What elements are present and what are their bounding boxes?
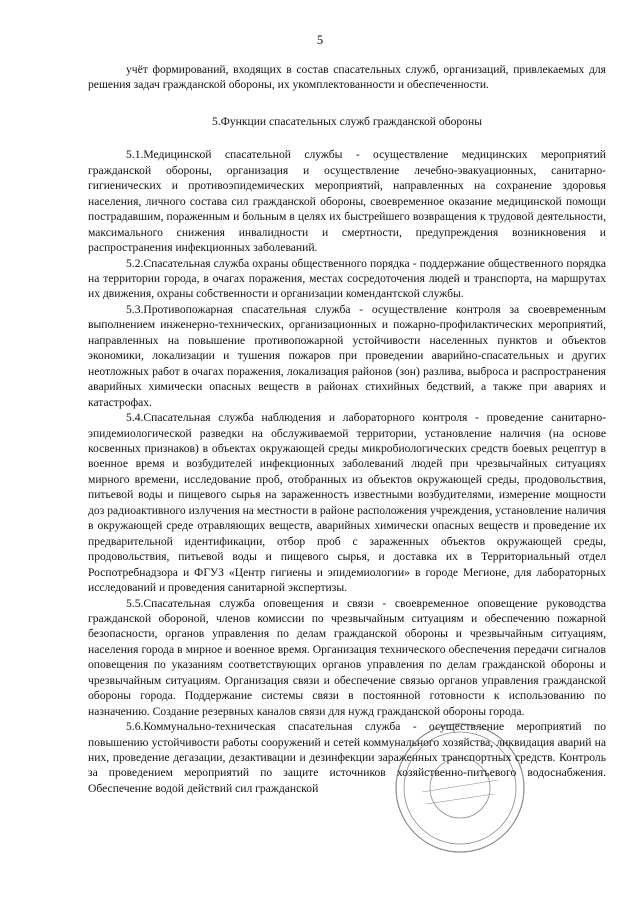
document-body bbox=[88, 62, 606, 796]
paragraph-5-6: 5.6.Коммунально-техническая спасательная служба - осуществление мероприятий по повышению устойчивости работы сооружений и сетей коммунального хозяйства, ликвидация аварий на них, проведение дегазации, дезактивации и дезинфекции зараженных транспортных средств. Контроль за проведением мероприятий по защите источников хозяйственно-питьевого водоснабжения. Обеспечение водой действий сил гражданской bbox=[88, 720, 606, 795]
paragraph-5-3: 5.3.Противопожарная спасательная служба - осуществление контроля за своевременным выполнением инженерно-технических, организационных и пожарно-профилактических мероприятий, направленных на повышение противопожарной устойчивости населенных пунктов и объектов экономики, локализации и тушения пожаров при проведении аварийно-спасательных и других неотложных работ в очагах поражения, локализация районов (зон) разлива, выброса и распространения аварийных химически опасных веществ в районах стихийных бедствий, а также при авариях и катастрофах. bbox=[88, 302, 606, 409]
paragraph-5-1: 5.1.Медицинской спасательной службы - осуществление медицинских мероприятий гражданской обороны, организация и осуществление лечебно-эвакуационных, санитарно-гигиенических и противоэпидемических мероприятий, направленных на сохранение здоровья населения, личного состава сил гражданской обороны, своевременное оказание медицинской помощи пострадавшим, пораженным и больным в целях их быстрейшего возвращения к трудовой деятельности, максимального снижения инвалидности и смертности, предупреждения возникновения и распространения инфекционных заболеваний. bbox=[88, 148, 606, 255]
paragraph-5-2: 5.2.Спасательная служба охраны общественного порядка - поддержание общественного порядка на территории города, в очагах поражения, местах сосредоточения людей и транспорта, на маршрутах их движения, охраны собственности и организации комендантской службы. bbox=[88, 256, 606, 301]
intro-paragraph: учёт формирований, входящих в состав спасательных служб, организаций, привлекаемых для решения задач гражданской обороны, их укомплектованности и обеспеченности. bbox=[88, 63, 606, 92]
paragraph-5-4: 5.4.Спасательная служба наблюдения и лабораторного контроля - проведение санитарно-эпидемиологической разведки на обслуживаемой территории, установление наличия (на основе косвенных признаков) в объектах окружающей среды микробиологических средств боевых рецептур в военное время и возбудителей инфекционных заболеваний людей при чрезвычайных ситуациях мирного времени, исследование проб, отобранных из объектов окружающей среды, продовольствия, питьевой воды и пищевого сырья на зараженность известными возбудителями, измерение мощности доз радиоактивного излучения на местности в районе расположения учреждения, установление наличия в окружающей среде отравляющих веществ, аварийных химически опасных веществ и проведение их предварительной идентификации, отбор проб с зараженных объектов окружающей среды, продовольствия, питьевой воды и пищевого сырья, и доставка их в Территориальный отдел Роспотребнадзора и ФГУЗ «Центр гигиены и эпидемиологии» в городе Мегионе, для лабораторных исследований и проведения санитарной экспертизы. bbox=[88, 411, 606, 595]
section-title: 5.Функции спасательных служб гражданской обороны bbox=[212, 114, 482, 128]
paragraph-5-5: 5.5.Спасательная служба оповещения и связи - своевременное оповещение руководства гражданской обороной, членов комиссии по чрезвычайным ситуациям и обеспечению пожарной безопасности, органов управления по делам гражданской обороны и чрезвычайным ситуациям, населения города в мирное и военное время. Организация технического обеспечения передачи сигналов оповещения по указаниям соответствующих органов управления по делам гражданской обороны и чрезвычайным ситуациям. Организация связи и обеспечение связью органов управления гражданской обороны города. Поддержание системы связи в постоянной готовности к использованию по назначению. Создание резервных каналов связи для нужд гражданской обороны города. bbox=[88, 596, 606, 718]
page-number: 5 bbox=[316, 33, 324, 47]
